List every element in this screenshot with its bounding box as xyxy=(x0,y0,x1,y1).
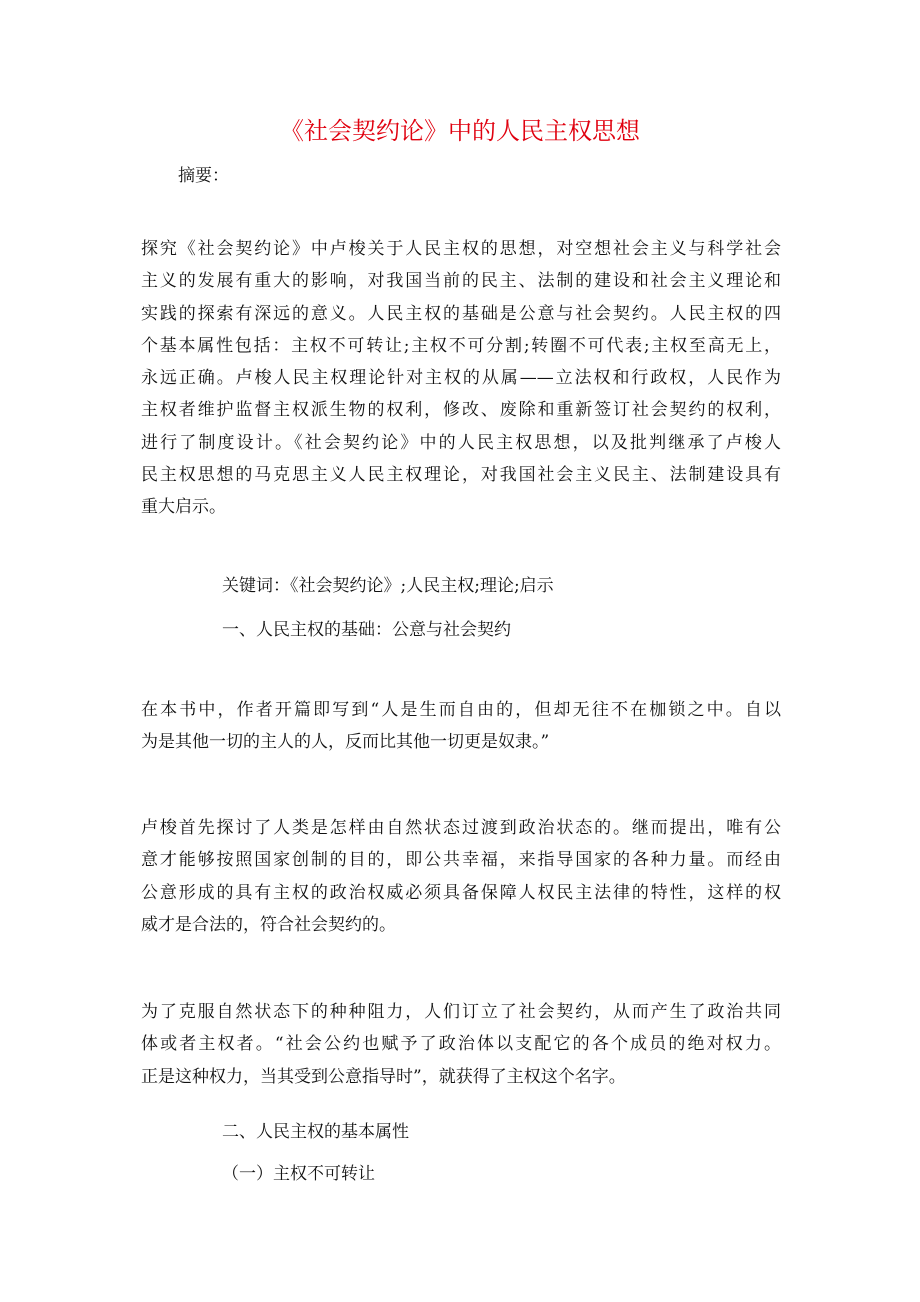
text-line: 主权者维护监督主权派生物的权利，修改、废除和重新签订社会契约的权利， xyxy=(141,400,781,421)
text-line: 在本书中，作者开篇即写到“人是生而自由的，但却无往不在枷锁之中。自以 xyxy=(141,700,781,720)
abstract-label: 摘要： xyxy=(178,166,229,186)
abstract-paragraph xyxy=(141,233,781,524)
text-line: 主义的发展有重大的影响，对我国当前的民主、法制的建设和社会主义理论和 xyxy=(141,271,781,292)
keywords: 关键词：《社会契约论》;人民主权;理论;启示 xyxy=(222,576,554,596)
text-line: 卢梭首先探讨了人类是怎样由自然状态过渡到政治状态的。继而提出，唯有公 xyxy=(141,818,781,838)
section-heading-2: 二、人民主权的基本属性 xyxy=(222,1122,409,1142)
text-line: 永远正确。卢梭人民主权理论针对主权的从属——立法权和行政权，人民作为 xyxy=(141,368,781,389)
text-line: 民主权思想的马克思主义人民主权理论，对我国社会主义民主、法制建设具有 xyxy=(141,465,781,486)
text-line: 重大启示。 xyxy=(141,497,226,518)
subsection-heading-1: （一）主权不可转让 xyxy=(222,1164,375,1184)
text-line: 意才能够按照国家创制的目的，即公共幸福，来指导国家的各种力量。而经由 xyxy=(141,850,781,871)
text-line: 体或者主权者。“社会公约也赋予了政治体以支配它的各个成员的绝对权力。 xyxy=(141,1034,781,1055)
text-line: 探究《社会契约论》中卢梭关于人民主权的思想，对空想社会主义与科学社会 xyxy=(141,239,781,259)
document-title: 《社会契约论》中的人民主权思想 xyxy=(280,117,640,145)
text-line: 威才是合法的，符合社会契约的。 xyxy=(141,914,396,935)
section-heading-1: 一、人民主权的基础：公意与社会契约 xyxy=(222,620,511,640)
text-line: 实践的探索有深远的意义。人民主权的基础是公意与社会契约。人民主权的四 xyxy=(141,303,781,324)
body-paragraph-1 xyxy=(141,694,781,759)
text-line: 为是其他一切的主人的人，反而比其他一切更是奴隶。” xyxy=(141,732,550,753)
body-paragraph-3 xyxy=(141,996,781,1093)
text-line: 个基本属性包括：主权不可转让;主权不可分割;转圈不可代表;主权至高无上， xyxy=(141,335,781,356)
text-line: 为了克服自然状态下的种种阻力，人们订立了社会契约，从而产生了政治共同 xyxy=(141,1002,781,1022)
text-line: 正是这种权力，当其受到公意指导时”，就获得了主权这个名字。 xyxy=(141,1066,626,1087)
body-paragraph-2 xyxy=(141,812,781,941)
text-line: 公意形成的具有主权的政治权威必须具备保障人权民主法律的特性，这样的权 xyxy=(141,882,781,903)
text-line: 进行了制度设计。《社会契约论》中的人民主权思想，以及批判继承了卢梭人 xyxy=(141,432,781,453)
